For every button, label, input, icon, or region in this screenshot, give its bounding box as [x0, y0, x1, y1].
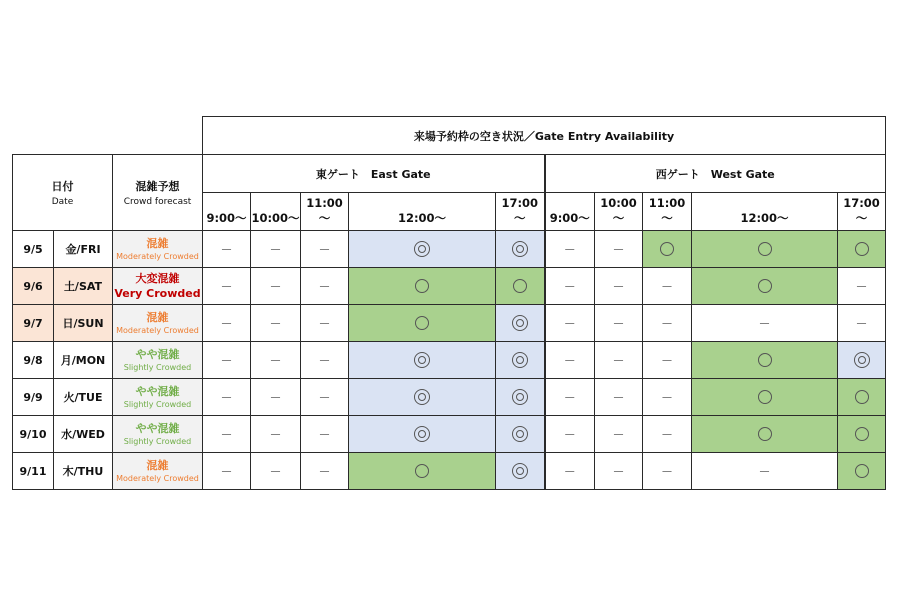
west-slot-cell: [692, 379, 838, 416]
east-slot-cell: [349, 305, 496, 342]
crowd-label-en: Very Crowded: [114, 287, 201, 300]
date-cell: 9/11: [13, 453, 54, 490]
circle-icon: [855, 242, 869, 256]
dash-symbol: －: [660, 353, 673, 368]
availability-table: [12, 116, 886, 490]
dash-symbol: －: [612, 353, 625, 368]
dash-symbol: －: [612, 464, 625, 479]
crowd-label-ja: 混雑: [146, 311, 169, 324]
east-slot-cell: [496, 268, 545, 305]
circle-icon: [415, 279, 429, 293]
east-slot-cell: [349, 268, 496, 305]
dash-symbol: －: [318, 427, 331, 442]
circle-icon: [758, 353, 772, 367]
east-time-header: 9:00～: [203, 193, 251, 231]
west-slot-cell: [545, 453, 595, 490]
date-header-ja: 日付: [51, 180, 74, 193]
east-slot-cell: [349, 231, 496, 268]
west-slot-cell: [643, 268, 692, 305]
west-slot-cell: [838, 453, 886, 490]
east-slot-cell: [496, 379, 545, 416]
east-slot-cell: [203, 453, 251, 490]
crowd-forecast-cell: [113, 305, 203, 342]
dash-symbol: －: [660, 427, 673, 442]
crowd-label-en: Moderately Crowded: [116, 326, 199, 335]
circle-icon: [513, 279, 527, 293]
circle-icon: [855, 390, 869, 404]
east-slot-cell: [301, 231, 349, 268]
double-circle-icon: [512, 463, 528, 479]
east-slot-cell: [496, 231, 545, 268]
day-cell: 水/WED: [54, 416, 113, 453]
dash-symbol: －: [563, 242, 576, 257]
dash-symbol: －: [563, 427, 576, 442]
dash-symbol: －: [318, 242, 331, 257]
crowd-forecast-cell: [113, 453, 203, 490]
dash-symbol: －: [269, 427, 282, 442]
dash-symbol: －: [269, 242, 282, 257]
circle-icon: [758, 242, 772, 256]
east-slot-cell: [301, 379, 349, 416]
day-cell: 月/MON: [54, 342, 113, 379]
table-row: [13, 305, 886, 342]
crowd-label-en: Moderately Crowded: [116, 474, 199, 483]
dash-symbol: －: [318, 464, 331, 479]
double-circle-icon: [414, 426, 430, 442]
west-slot-cell: [595, 268, 643, 305]
west-slot-cell: [643, 379, 692, 416]
dash-symbol: －: [563, 390, 576, 405]
dash-symbol: －: [612, 279, 625, 294]
crowd-forecast-cell: [113, 379, 203, 416]
circle-icon: [758, 279, 772, 293]
east-slot-cell: [251, 268, 301, 305]
dash-symbol: －: [660, 464, 673, 479]
crowd-forecast-cell: [113, 416, 203, 453]
dash-symbol: －: [220, 390, 233, 405]
west-slot-cell: [545, 305, 595, 342]
east-slot-cell: [251, 453, 301, 490]
east-slot-cell: [349, 379, 496, 416]
table-row: [13, 453, 886, 490]
dash-symbol: －: [612, 316, 625, 331]
date-cell: 9/10: [13, 416, 54, 453]
table-row: [13, 231, 886, 268]
table-title: 来場予約枠の空き状況／Gate Entry Availability: [203, 117, 886, 155]
dash-symbol: －: [612, 427, 625, 442]
double-circle-icon: [512, 241, 528, 257]
west-slot-cell: [595, 416, 643, 453]
circle-icon: [758, 427, 772, 441]
crowd-forecast-header: [113, 155, 203, 231]
west-slot-cell: [692, 231, 838, 268]
east-slot-cell: [496, 416, 545, 453]
west-slot-cell: [692, 342, 838, 379]
day-cell: 日/SUN: [54, 305, 113, 342]
east-slot-cell: [251, 305, 301, 342]
crowd-forecast-cell: [113, 268, 203, 305]
east-slot-cell: [251, 342, 301, 379]
east-slot-cell: [203, 305, 251, 342]
circle-icon: [415, 464, 429, 478]
east-time-header: 12:00～: [349, 193, 496, 231]
west-slot-cell: [595, 305, 643, 342]
dash-symbol: －: [269, 390, 282, 405]
date-cell: 9/8: [13, 342, 54, 379]
date-cell: 9/9: [13, 379, 54, 416]
west-slot-cell: [692, 416, 838, 453]
west-slot-cell: [545, 379, 595, 416]
dash-symbol: －: [660, 390, 673, 405]
west-slot-cell: [838, 342, 886, 379]
dash-symbol: －: [660, 279, 673, 294]
dash-symbol: －: [758, 316, 771, 331]
double-circle-icon: [512, 315, 528, 331]
dash-symbol: －: [269, 464, 282, 479]
circle-icon: [855, 427, 869, 441]
east-time-header: 17:00～: [496, 193, 545, 231]
crowd-label-ja: やや混雑: [135, 385, 180, 398]
double-circle-icon: [414, 389, 430, 405]
east-slot-cell: [301, 305, 349, 342]
dash-symbol: －: [855, 279, 868, 294]
dash-symbol: －: [855, 316, 868, 331]
west-slot-cell: [545, 231, 595, 268]
east-slot-cell: [203, 379, 251, 416]
east-slot-cell: [496, 342, 545, 379]
east-slot-cell: [301, 416, 349, 453]
west-time-header: 10:00～: [595, 193, 643, 231]
east-slot-cell: [251, 231, 301, 268]
crowd-label-en: Slightly Crowded: [123, 400, 192, 409]
date-cell: 9/7: [13, 305, 54, 342]
east-slot-cell: [496, 305, 545, 342]
east-slot-cell: [349, 416, 496, 453]
west-time-header: 17:00～: [838, 193, 886, 231]
circle-icon: [660, 242, 674, 256]
table-row: [13, 342, 886, 379]
east-time-header: 10:00～: [251, 193, 301, 231]
west-slot-cell: [643, 231, 692, 268]
dash-symbol: －: [660, 316, 673, 331]
day-cell: 火/TUE: [54, 379, 113, 416]
east-slot-cell: [203, 231, 251, 268]
east-slot-cell: [251, 416, 301, 453]
east-slot-cell: [301, 453, 349, 490]
west-slot-cell: [595, 231, 643, 268]
dash-symbol: －: [220, 316, 233, 331]
table-row: [13, 268, 886, 305]
date-cell: 9/5: [13, 231, 54, 268]
west-slot-cell: [838, 416, 886, 453]
west-slot-cell: [838, 231, 886, 268]
crowd-label-ja: やや混雑: [135, 422, 180, 435]
crowd-label-ja: やや混雑: [135, 348, 180, 361]
east-slot-cell: [203, 268, 251, 305]
crowd-header-ja: 混雑予想: [135, 180, 180, 193]
east-slot-cell: [301, 268, 349, 305]
west-gate-header: 西ゲート West Gate: [545, 155, 886, 193]
crowd-header-en: Crowd forecast: [123, 197, 192, 207]
crowd-label-ja: 混雑: [146, 237, 169, 250]
west-slot-cell: [595, 342, 643, 379]
dash-symbol: －: [563, 464, 576, 479]
dash-symbol: －: [612, 242, 625, 257]
dash-symbol: －: [269, 316, 282, 331]
west-slot-cell: [595, 379, 643, 416]
circle-icon: [855, 464, 869, 478]
double-circle-icon: [414, 241, 430, 257]
east-gate-header: 東ゲート East Gate: [203, 155, 545, 193]
west-slot-cell: [595, 453, 643, 490]
dash-symbol: －: [220, 353, 233, 368]
dash-symbol: －: [318, 353, 331, 368]
crowd-label-en: Slightly Crowded: [123, 437, 192, 446]
east-slot-cell: [251, 379, 301, 416]
west-slot-cell: [838, 268, 886, 305]
crowd-label-en: Slightly Crowded: [123, 363, 192, 372]
circle-icon: [758, 390, 772, 404]
date-header-en: Date: [51, 197, 74, 207]
west-time-header: 12:00～: [692, 193, 838, 231]
table-row: [13, 379, 886, 416]
east-slot-cell: [349, 342, 496, 379]
crowd-forecast-cell: [113, 231, 203, 268]
dash-symbol: －: [269, 353, 282, 368]
east-slot-cell: [349, 453, 496, 490]
west-slot-cell: [643, 305, 692, 342]
dash-symbol: －: [269, 279, 282, 294]
dash-symbol: －: [220, 427, 233, 442]
circle-icon: [415, 316, 429, 330]
east-time-header: 11:00～: [301, 193, 349, 231]
west-slot-cell: [692, 305, 838, 342]
crowd-label-ja: 大変混雑: [135, 272, 180, 285]
dash-symbol: －: [220, 279, 233, 294]
east-slot-cell: [203, 342, 251, 379]
dash-symbol: －: [318, 390, 331, 405]
east-slot-cell: [203, 416, 251, 453]
west-slot-cell: [838, 305, 886, 342]
double-circle-icon: [854, 352, 870, 368]
west-time-header: 9:00～: [545, 193, 595, 231]
west-slot-cell: [692, 453, 838, 490]
dash-symbol: －: [318, 279, 331, 294]
east-slot-cell: [496, 453, 545, 490]
west-slot-cell: [545, 268, 595, 305]
east-slot-cell: [301, 342, 349, 379]
date-cell: 9/6: [13, 268, 54, 305]
west-slot-cell: [545, 342, 595, 379]
day-cell: 金/FRI: [54, 231, 113, 268]
date-header: [13, 155, 113, 231]
table-row: [13, 416, 886, 453]
double-circle-icon: [512, 352, 528, 368]
double-circle-icon: [512, 389, 528, 405]
dash-symbol: －: [563, 353, 576, 368]
west-slot-cell: [545, 416, 595, 453]
dash-symbol: －: [318, 316, 331, 331]
west-time-header: 11:00～: [643, 193, 692, 231]
west-slot-cell: [838, 379, 886, 416]
crowd-label-en: Moderately Crowded: [116, 252, 199, 261]
dash-symbol: －: [220, 242, 233, 257]
double-circle-icon: [414, 352, 430, 368]
dash-symbol: －: [612, 390, 625, 405]
dash-symbol: －: [563, 279, 576, 294]
day-cell: 木/THU: [54, 453, 113, 490]
west-slot-cell: [643, 453, 692, 490]
dash-symbol: －: [758, 464, 771, 479]
west-slot-cell: [643, 416, 692, 453]
crowd-forecast-cell: [113, 342, 203, 379]
west-slot-cell: [643, 342, 692, 379]
crowd-label-ja: 混雑: [146, 459, 169, 472]
dash-symbol: －: [220, 464, 233, 479]
west-slot-cell: [692, 268, 838, 305]
double-circle-icon: [512, 426, 528, 442]
dash-symbol: －: [563, 316, 576, 331]
day-cell: 土/SAT: [54, 268, 113, 305]
